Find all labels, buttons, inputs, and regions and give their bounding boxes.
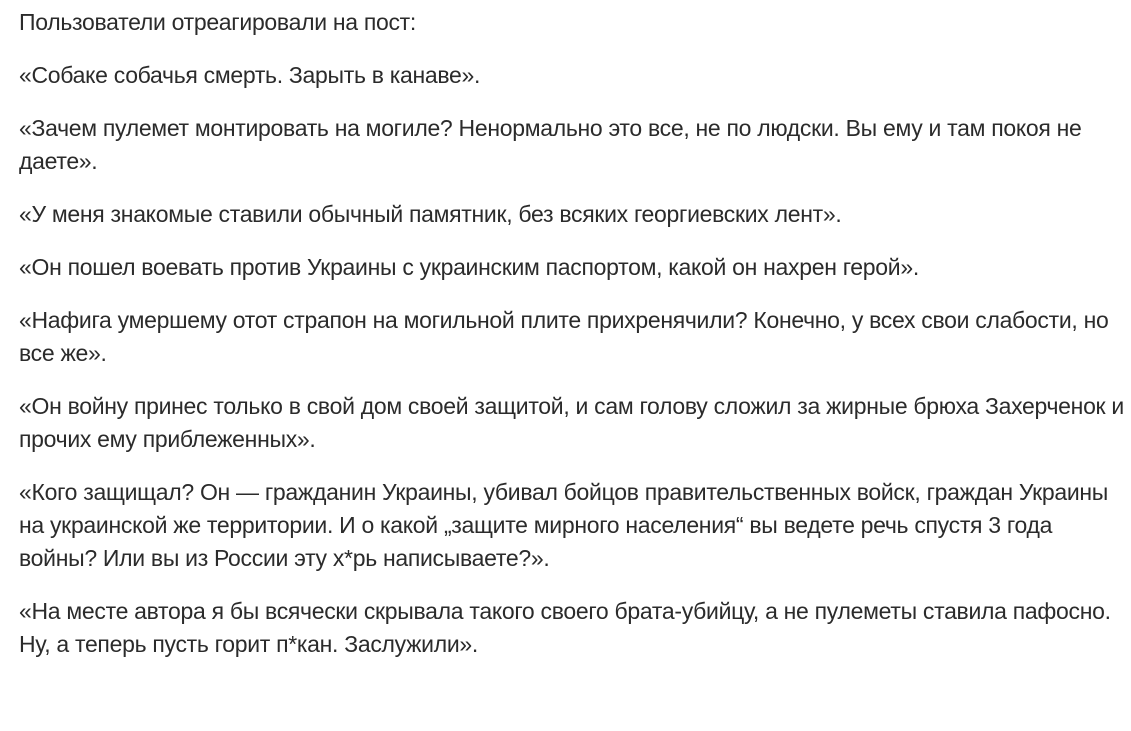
comment-paragraph-5: «Нафига умершему отот страпон на могильной плите прихренячили? Конечно, у всех свои слабости, но все же». <box>19 307 1109 366</box>
comment-paragraph-2: «Зачем пулемет монтировать на могиле? Ненормально это все, не по людски. Вы ему и там покоя не даете». <box>19 115 1082 174</box>
comment-paragraph-1: «Собаке собачья смерть. Зарыть в канаве». <box>19 62 481 88</box>
comment-paragraph-8: «На месте автора я бы всячески скрывала такого своего брата-убийцу, а не пулеметы ставила пафосно. Ну, а теперь пусть горит п*кан. Заслужили». <box>19 598 1111 657</box>
intro-paragraph: Пользователи отреагировали на пост: <box>19 9 416 35</box>
comment-paragraph-6: «Он войну принес только в свой дом своей защитой, и сам голову сложил за жирные брюха Захерченок и прочих ему приблеженных». <box>19 393 1124 452</box>
comment-paragraph-7: «Кого защищал? Он — гражданин Украины, убивал бойцов правительственных войск, граждан Украины на украинской же территории. И о какой „защите мирного населения“ вы ведете речь спустя 3 года войны? Или вы из России эту х*рь написываете?». <box>19 479 1109 571</box>
article-body <box>19 6 1125 681</box>
comment-paragraph-3: «У меня знакомые ставили обычный памятник, без всяких георгиевских лент». <box>19 201 842 227</box>
comment-paragraph-4: «Он пошел воевать против Украины с украинским паспортом, какой он нахрен герой». <box>19 254 919 280</box>
